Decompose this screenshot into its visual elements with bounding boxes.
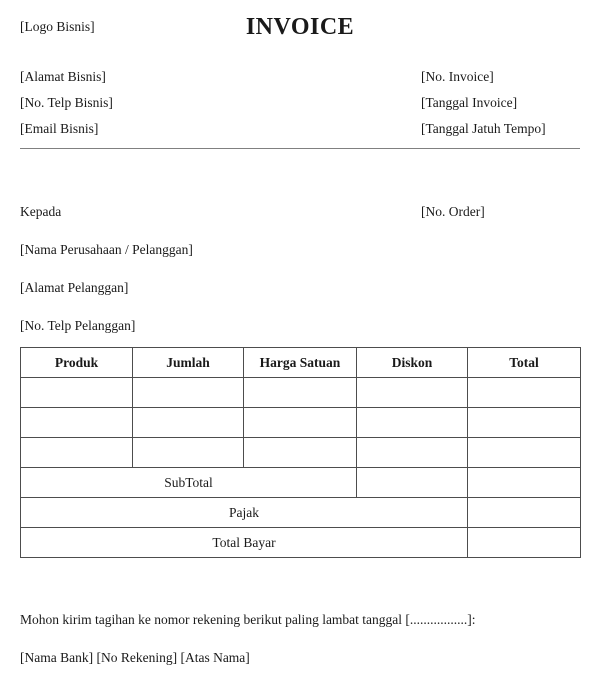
column-header-total: Total [468,348,581,378]
customer-address: [Alamat Pelanggan] [20,280,129,295]
table-row [21,408,581,438]
tax-row [21,498,581,528]
business-logo-placeholder: [Logo Bisnis] [20,19,95,34]
cell-produk[interactable] [21,378,133,408]
table-header-row [21,348,581,378]
table-row [21,438,581,468]
column-header-jumlah: Jumlah [133,348,244,378]
invoice-date: [Tanggal Invoice] [421,95,518,110]
payment-footer [20,601,476,677]
table-row [21,378,581,408]
page-title: INVOICE [245,14,355,40]
document-header [20,12,580,46]
customer-phone: [No. Telp Pelanggan] [20,318,136,333]
business-info-block [20,64,113,142]
cell-total[interactable] [468,378,581,408]
cell-jumlah[interactable] [133,378,244,408]
cell-total[interactable] [468,438,581,468]
invoice-number: [No. Invoice] [421,69,494,84]
business-email: [Email Bisnis] [20,121,99,136]
column-header-produk: Produk [21,348,133,378]
customer-info-block [20,193,193,345]
cell-harga-satuan[interactable] [244,438,357,468]
subtotal-value[interactable] [468,468,581,498]
cell-produk[interactable] [21,438,133,468]
tax-label: Pajak [21,498,468,528]
cell-diskon[interactable] [357,378,468,408]
cell-harga-satuan[interactable] [244,408,357,438]
cell-diskon[interactable] [357,408,468,438]
cell-jumlah[interactable] [133,438,244,468]
grand-total-value[interactable] [468,528,581,558]
line-items-table [20,347,581,558]
cell-diskon[interactable] [357,438,468,468]
grand-total-row [21,528,581,558]
header-divider [20,148,580,149]
column-header-diskon: Diskon [357,348,468,378]
cell-produk[interactable] [21,408,133,438]
business-address: [Alamat Bisnis] [20,69,106,84]
tax-value[interactable] [468,498,581,528]
cell-harga-satuan[interactable] [244,378,357,408]
payment-instruction: Mohon kirim tagihan ke nomor rekening berikut paling lambat tanggal [.................]: [20,612,476,627]
column-header-harga-satuan: Harga Satuan [244,348,357,378]
invoice-due-date: [Tanggal Jatuh Tempo] [421,121,546,136]
subtotal-label: SubTotal [21,468,357,498]
subtotal-discount-value[interactable] [357,468,468,498]
bank-details: [Nama Bank] [No Rekening] [Atas Nama] [20,650,250,665]
subtotal-row [21,468,581,498]
grand-total-label: Total Bayar [21,528,468,558]
invoice-meta-block [421,64,546,142]
business-phone: [No. Telp Bisnis] [20,95,113,110]
cell-total[interactable] [468,408,581,438]
customer-name: [Nama Perusahaan / Pelanggan] [20,242,193,257]
cell-jumlah[interactable] [133,408,244,438]
order-number: [No. Order] [421,204,485,219]
customer-heading: Kepada [20,204,62,219]
